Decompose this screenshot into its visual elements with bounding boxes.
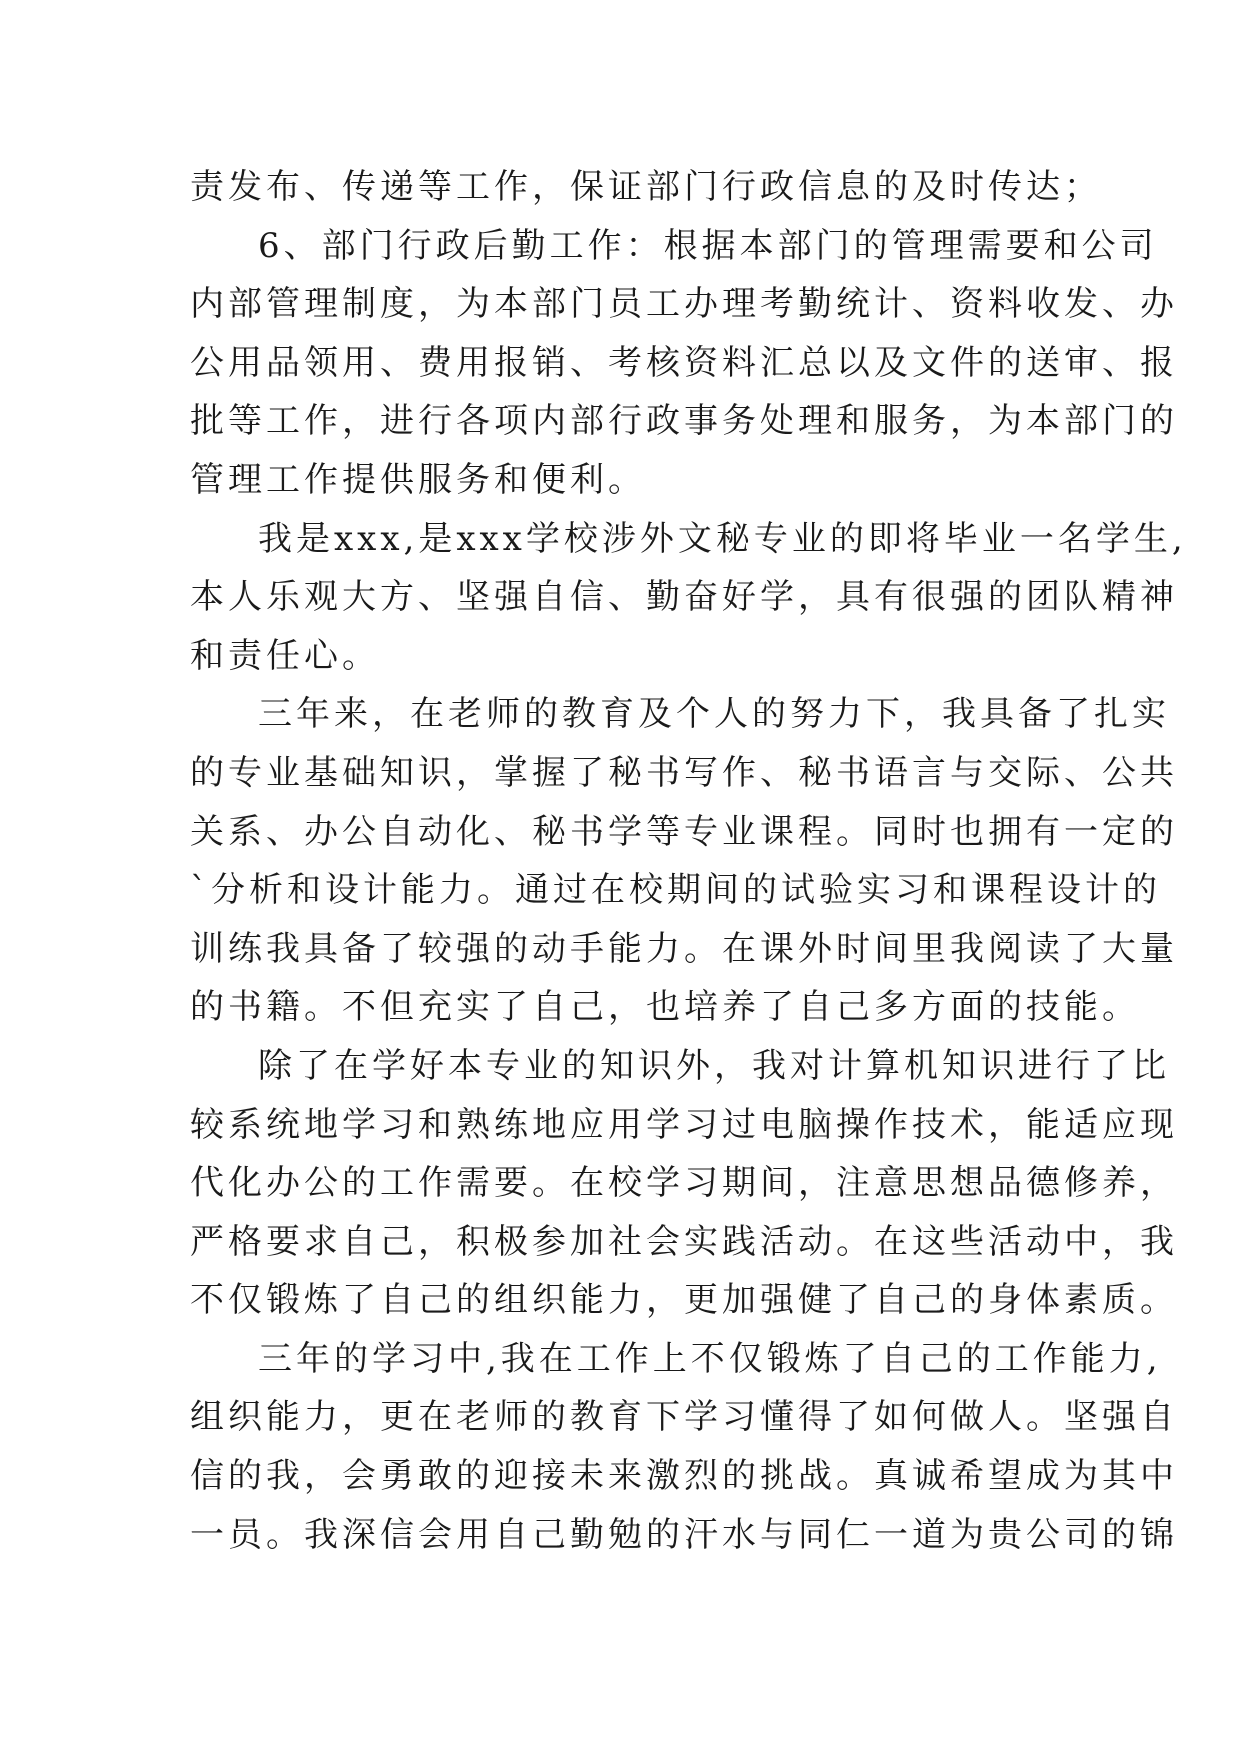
text-line: 关系、办公自动化、秘书学等专业课程。同时也拥有一定的 xyxy=(190,811,1178,852)
text-line: 信的我，会勇敢的迎接未来激烈的挑战。真诚希望成为其中 xyxy=(190,1456,1178,1497)
text-line: 的专业基础知识，掌握了秘书写作、秘书语言与交际、公共 xyxy=(190,752,1178,793)
text-line: 代化办公的工作需要。在校学习期间，注意思想品德修养， xyxy=(190,1163,1178,1204)
text-line: 责发布、传递等工作，保证部门行政信息的及时传达； xyxy=(190,167,1102,207)
text-line: 三年的学习中,我在工作上不仅锻炼了自己的工作能力, xyxy=(258,1338,1162,1379)
text-line: 组织能力，更在老师的教育下学习懂得了如何做人。坚强自 xyxy=(190,1397,1178,1438)
text-line: 训练我具备了较强的动手能力。在课外时间里我阅读了大量 xyxy=(190,928,1178,969)
text-line: 严格要求自己，积极参加社会实践活动。在这些活动中，我 xyxy=(190,1221,1178,1262)
text-line: 的书籍。不但充实了自己，也培养了自己多方面的技能。 xyxy=(190,987,1140,1028)
text-line: 除了在学好本专业的知识外，我对计算机知识进行了比 xyxy=(258,1045,1170,1086)
text-line: 和责任心。 xyxy=(190,635,380,676)
text-line: 内部管理制度，为本部门员工办理考勤统计、资料收发、办 xyxy=(190,284,1178,325)
text-line: 较系统地学习和熟练地应用学习过电脑操作技术，能适应现 xyxy=(190,1104,1178,1145)
text-line: 管理工作提供服务和便利。 xyxy=(190,459,646,500)
text-line: 6、部门行政后勤工作：根据本部门的管理需要和公司 xyxy=(258,225,1158,266)
text-line: 批等工作，进行各项内部行政事务处理和服务，为本部门的 xyxy=(190,401,1178,442)
text-line: `分析和设计能力。通过在校期间的试验实习和课程设计的 xyxy=(190,870,1161,911)
document-body xyxy=(190,158,1187,1564)
text-line: 我是xxx,是xxx学校涉外文秘专业的即将毕业一名学生, xyxy=(258,518,1187,559)
text-line: 一员。我深信会用自己勤勉的汗水与同仁一道为贵公司的锦 xyxy=(190,1514,1178,1555)
text-line: 三年来，在老师的教育及个人的努力下，我具备了扎实 xyxy=(258,694,1170,735)
text-line: 公用品领用、费用报销、考核资料汇总以及文件的送审、报 xyxy=(190,342,1178,383)
text-line: 不仅锻炼了自己的组织能力，更加强健了自己的身体素质。 xyxy=(190,1280,1178,1321)
text-line: 本人乐观大方、坚强自信、勤奋好学，具有很强的团队精神 xyxy=(190,577,1178,618)
